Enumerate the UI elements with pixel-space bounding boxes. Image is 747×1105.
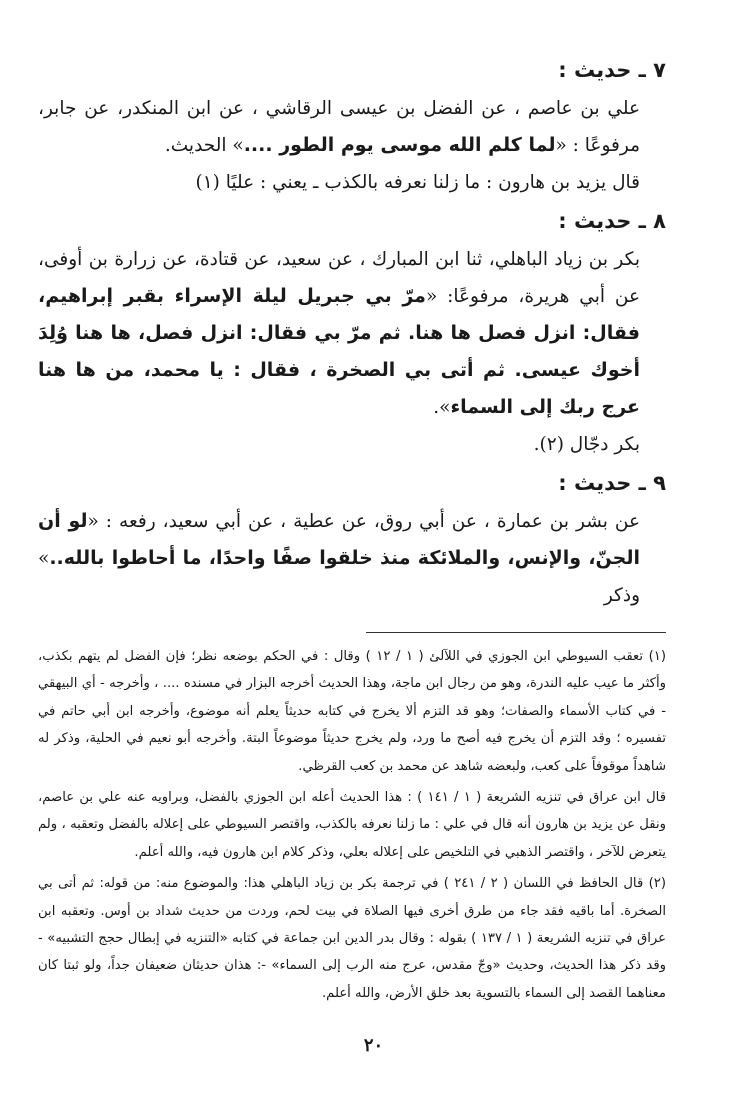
footnote-2-number: (٢): [648, 876, 667, 892]
page-number: ٢٠: [363, 1035, 384, 1056]
footnote-2-text: قال الحافظ في اللسان ( ٢ / ٢٤١ ) في ترجمة بكر بن زياد الباهلي هذا: والموضوع منه: من قوله: ثم أتى بي الصخرة. أما باقيه فقد جاء من طرق أخرى فيها الصلاة في بيت لحم، وردت من حديث شداد بن أوس. وتعقبه ابن عراق في تنزيه الشريعة ( ١ / ١٣٧ ) بقوله : وقال بدر الدين ابن جماعة في كتابه «التنزيه في إبطال حجج التشبيه» - وقد ذكر هذا الحديث، وحديث «وجّ مقدس، عرج منه الرب إلى السماء» -: هذان حديثان ضعيفان جداً، ولو ثبتا كان معناهما القصد إلى السماء بالتسوية بعد خلق الأرض، والله أعلم.: [38, 876, 667, 1001]
hadith-8-isnad: [38, 241, 666, 426]
footnote-1: [38, 643, 666, 780]
footnote-2: [38, 870, 666, 1007]
hadith-8-comment: بكر دجّال (٢).: [533, 434, 640, 455]
hadith-8-chain: بكر بن زياد الباهلي، ثنا ابن المبارك ، عن سعيد، عن قتادة، عن زرارة بن أوفى، عن أبي هريرة، مرفوعًا: «: [38, 249, 640, 307]
footnote-divider: [366, 632, 666, 633]
hadith-8-heading: ٨ ـ حديث :: [558, 209, 666, 233]
hadith-8-matn: مرّ بي جبريل ليلة الإسراء بقبر إبراهيم، فقال: انزل فصل ها هنا. ثم مرّ بي فقال: انزل فصل، ها هنا وُلِدَ أخوك عيسى. ثم أتى بي الصخرة ، فقال : يا محمد، من ها هنا عرج ربك إلى السماء: [38, 285, 640, 418]
footnote-1-number: (١): [648, 649, 666, 664]
hadith-9-heading: ٩ ـ حديث :: [558, 471, 666, 495]
hadith-9-chain: عن بشر بن عمارة ، عن أبي روق، عن عطية ، عن أبي سعيد، رفعه : «: [87, 511, 640, 532]
hadith-8-suffix: ».: [433, 397, 451, 418]
hadith-9-matn: لو أن الجنّ، والإنس، والملائكة منذ خلقوا صفًا واحدًا، ما أحاطوا بالله..: [38, 510, 640, 569]
hadith-7-heading: ٧ ـ حديث :: [558, 58, 666, 82]
hadith-7-matn: لما كلم الله موسى يوم الطور ....: [243, 134, 556, 156]
footnote-1-continued: [38, 784, 666, 866]
page-body: [38, 50, 666, 1011]
hadith-7-comment: قال يزيد بن هارون : ما زلنا نعرفه بالكذب ـ يعني : عليًا (١): [195, 172, 640, 193]
hadith-7-isnad: [38, 90, 666, 164]
footnote-1-continued-text: قال ابن عراق في تنزيه الشريعة ( ١ / ١٤١ ) : هذا الحديث أعله ابن الجوزي بالفضل، وبراويه عنه علي بن عاصم، ونقل عن يزيد بن هارون أنه قال في علي : ما زلنا نعرفه بالكذب، واقتصر السيوطي على إعلاله بالفضل وتعقبه ، ولم يتعرض للآخر ، واقتصر الذهبي في التلخيص على إعلاله بعلي، وذكر كلام ابن هارون فيه، والله أعلم.: [38, 790, 666, 860]
hadith-7-suffix: » الحديث.: [164, 135, 244, 156]
hadith-9-isnad: [38, 503, 666, 614]
footnote-1-text: تعقب السيوطي ابن الجوزي في اللآلئ ( ١ / ١٢ ) وقال : في الحكم بوضعه نظر؛ فإن الفضل لم يتهم بكذب، وأكثر ما عيب عليه الندرة، وهو من رجال ابن ماجة، وهذا الحديث أخرجه البزار في مسنده .... ، وأخرجه - أي البيهقي - في كتاب الأسماء والصفات؛ وهو قد التزم ألا يخرج في كتابه حديثاً يعلم أنه موضوع، وأخرجه ابن أبي حاتم في تفسيره ؛ وقد التزم أن يخرج فيه أصح ما ورد، ولم يخرج حديثاً موضوعاً البتة. وأخرجه أبو نعيم في الحلية، وذكر له شاهداً موقوفاً على كعب، ولبعضه شاهد عن محمد بن كعب القرظي.: [38, 649, 666, 774]
hadith-7-chain: علي بن عاصم ، عن الفضل بن عيسى الرقاشي ، عن ابن المنكدر، عن جابر، مرفوعًا : «: [38, 98, 640, 156]
hadith-9-suffix: » وذكر: [38, 548, 640, 606]
